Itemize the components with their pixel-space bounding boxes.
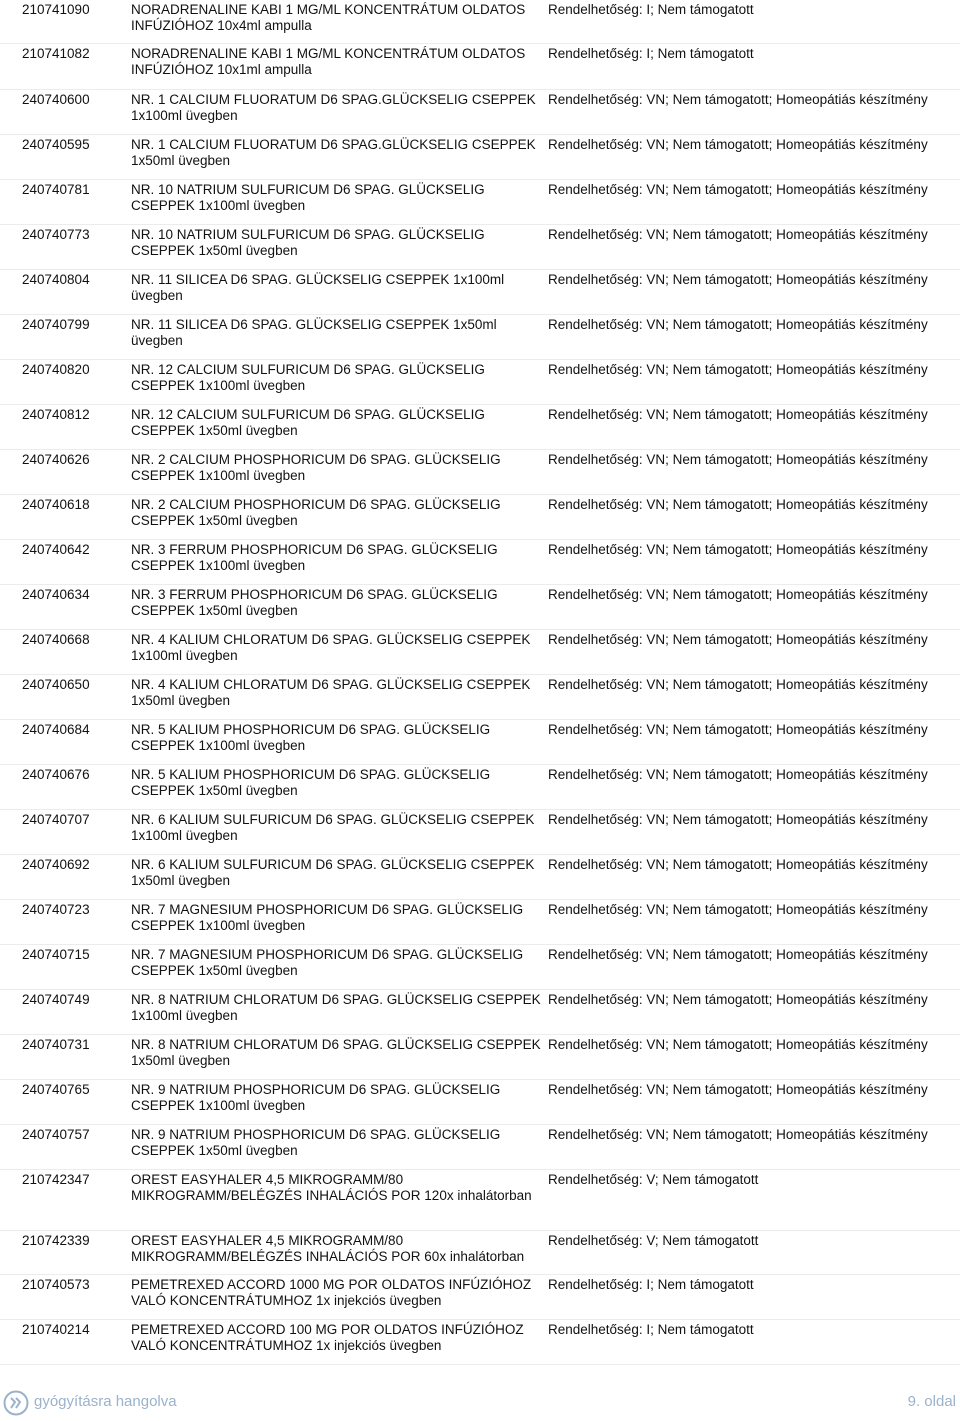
footer-brand-text: gyógyításra hangolva <box>34 1393 177 1410</box>
product-name: NR. 2 CALCIUM PHOSPHORICUM D6 SPAG. GLÜCKSELIG CSEPPEK 1x50ml üvegben <box>131 497 501 528</box>
product-code: 240740781 <box>22 182 90 197</box>
product-code: 240740715 <box>22 947 90 962</box>
product-code: 240740707 <box>22 812 90 827</box>
product-code: 240740626 <box>22 452 90 467</box>
product-name: NORADRENALINE KABI 1 MG/ML KONCENTRÁTUM OLDATOS INFÚZIÓHOZ 10x4ml ampulla <box>131 2 526 33</box>
page-footer <box>0 1388 960 1420</box>
product-name: NR. 6 KALIUM SULFURICUM D6 SPAG. GLÜCKSELIG CSEPPEK 1x50ml üvegben <box>131 857 535 888</box>
availability-status: Rendelhetőség: VN; Nem támogatott; Homeopátiás készítmény <box>548 182 928 197</box>
product-code: 240740773 <box>22 227 90 242</box>
product-name: NR. 12 CALCIUM SULFURICUM D6 SPAG. GLÜCKSELIG CSEPPEK 1x100ml üvegben <box>131 362 485 393</box>
availability-status: Rendelhetőség: VN; Nem támogatott; Homeopátiás készítmény <box>548 1037 928 1052</box>
table-row <box>0 90 960 135</box>
table-row <box>0 1170 960 1231</box>
availability-status: Rendelhetőség: VN; Nem támogatott; Homeopátiás készítmény <box>548 902 928 917</box>
product-code: 210742347 <box>22 1172 90 1187</box>
table-row <box>0 1275 960 1320</box>
availability-status: Rendelhetőség: VN; Nem támogatott; Homeopátiás készítmény <box>548 947 928 962</box>
brand-logo-icon <box>3 1390 29 1416</box>
page-number: 9. oldal <box>907 1393 956 1410</box>
table-row <box>0 315 960 360</box>
product-code: 240740812 <box>22 407 90 422</box>
availability-status: Rendelhetőség: VN; Nem támogatott; Homeopátiás készítmény <box>548 407 928 422</box>
product-code: 240740642 <box>22 542 90 557</box>
table-row <box>0 810 960 855</box>
table-row <box>0 180 960 225</box>
availability-status: Rendelhetőség: VN; Nem támogatott; Homeopátiás készítmény <box>548 812 928 827</box>
availability-status: Rendelhetőség: I; Nem támogatott <box>548 1322 754 1337</box>
product-name: NR. 8 NATRIUM CHLORATUM D6 SPAG. GLÜCKSELIG CSEPPEK 1x50ml üvegben <box>131 1037 541 1068</box>
product-code: 240740820 <box>22 362 90 377</box>
product-code: 240740634 <box>22 587 90 602</box>
table-row <box>0 1080 960 1125</box>
product-code: 240740600 <box>22 92 90 107</box>
product-name: NR. 5 KALIUM PHOSPHORICUM D6 SPAG. GLÜCKSELIG CSEPPEK 1x100ml üvegben <box>131 722 491 753</box>
product-name: NR. 3 FERRUM PHOSPHORICUM D6 SPAG. GLÜCKSELIG CSEPPEK 1x50ml üvegben <box>131 587 498 618</box>
table-row <box>0 630 960 675</box>
product-name: NR. 10 NATRIUM SULFURICUM D6 SPAG. GLÜCKSELIG CSEPPEK 1x50ml üvegben <box>131 227 485 258</box>
availability-status: Rendelhetőség: VN; Nem támogatott; Homeopátiás készítmény <box>548 1082 928 1097</box>
availability-status: Rendelhetőség: V; Nem támogatott <box>548 1172 759 1187</box>
product-code: 240740723 <box>22 902 90 917</box>
availability-status: Rendelhetőség: VN; Nem támogatott; Homeopátiás készítmény <box>548 542 928 557</box>
product-name: NR. 6 KALIUM SULFURICUM D6 SPAG. GLÜCKSELIG CSEPPEK 1x100ml üvegben <box>131 812 535 843</box>
product-code: 240740650 <box>22 677 90 692</box>
availability-status: Rendelhetőség: VN; Nem támogatott; Homeopátiás készítmény <box>548 92 928 107</box>
product-name: NR. 4 KALIUM CHLORATUM D6 SPAG. GLÜCKSELIG CSEPPEK 1x50ml üvegben <box>131 677 531 708</box>
product-name: NR. 1 CALCIUM FLUORATUM D6 SPAG.GLÜCKSELIG CSEPPEK 1x50ml üvegben <box>131 137 536 168</box>
availability-status: Rendelhetőség: VN; Nem támogatott; Homeopátiás készítmény <box>548 677 928 692</box>
table-row <box>0 135 960 180</box>
table-row <box>0 0 960 44</box>
product-code: 210741090 <box>22 2 90 17</box>
product-code: 240740595 <box>22 137 90 152</box>
product-code: 240740757 <box>22 1127 90 1142</box>
availability-status: Rendelhetőség: VN; Nem támogatott; Homeopátiás készítmény <box>548 452 928 467</box>
table-row <box>0 675 960 720</box>
product-code: 240740668 <box>22 632 90 647</box>
product-name: NR. 3 FERRUM PHOSPHORICUM D6 SPAG. GLÜCKSELIG CSEPPEK 1x100ml üvegben <box>131 542 498 573</box>
product-code: 210740573 <box>22 1277 90 1292</box>
product-code: 240740749 <box>22 992 90 1007</box>
table-row <box>0 765 960 810</box>
product-name: PEMETREXED ACCORD 100 MG POR OLDATOS INFÚZIÓHOZ VALÓ KONCENTRÁTUMHOZ 1x injekciós üvegben <box>131 1322 524 1353</box>
product-name: NR. 7 MAGNESIUM PHOSPHORICUM D6 SPAG. GLÜCKSELIG CSEPPEK 1x50ml üvegben <box>131 947 524 978</box>
availability-status: Rendelhetőség: I; Nem támogatott <box>548 2 754 17</box>
product-name: NR. 5 KALIUM PHOSPHORICUM D6 SPAG. GLÜCKSELIG CSEPPEK 1x50ml üvegben <box>131 767 491 798</box>
product-name: NR. 4 KALIUM CHLORATUM D6 SPAG. GLÜCKSELIG CSEPPEK 1x100ml üvegben <box>131 632 531 663</box>
availability-status: Rendelhetőség: VN; Nem támogatott; Homeopátiás készítmény <box>548 227 928 242</box>
product-code: 240740765 <box>22 1082 90 1097</box>
product-name: NR. 10 NATRIUM SULFURICUM D6 SPAG. GLÜCKSELIG CSEPPEK 1x100ml üvegben <box>131 182 485 213</box>
table-row <box>0 450 960 495</box>
product-code: 240740684 <box>22 722 90 737</box>
availability-status: Rendelhetőség: VN; Nem támogatott; Homeopátiás készítmény <box>548 587 928 602</box>
availability-status: Rendelhetőség: VN; Nem támogatott; Homeopátiás készítmény <box>548 272 928 287</box>
product-name: PEMETREXED ACCORD 1000 MG POR OLDATOS INFÚZIÓHOZ VALÓ KONCENTRÁTUMHOZ 1x injekciós üvegben <box>131 1277 532 1308</box>
availability-status: Rendelhetőség: VN; Nem támogatott; Homeopátiás készítmény <box>548 362 928 377</box>
availability-status: Rendelhetőség: VN; Nem támogatott; Homeopátiás készítmény <box>548 722 928 737</box>
product-code: 240740799 <box>22 317 90 332</box>
availability-status: Rendelhetőség: VN; Nem támogatott; Homeopátiás készítmény <box>548 632 928 647</box>
product-code: 210742339 <box>22 1233 90 1248</box>
availability-status: Rendelhetőség: VN; Nem támogatott; Homeopátiás készítmény <box>548 767 928 782</box>
table-row <box>0 585 960 630</box>
table-row <box>0 270 960 315</box>
table-row <box>0 720 960 765</box>
product-code: 210741082 <box>22 46 90 61</box>
product-code: 240740804 <box>22 272 90 287</box>
table-row <box>0 990 960 1035</box>
table-row <box>0 900 960 945</box>
table-row <box>0 1231 960 1275</box>
availability-status: Rendelhetőség: VN; Nem támogatott; Homeopátiás készítmény <box>548 317 928 332</box>
product-name: NR. 8 NATRIUM CHLORATUM D6 SPAG. GLÜCKSELIG CSEPPEK 1x100ml üvegben <box>131 992 541 1023</box>
availability-status: Rendelhetőség: VN; Nem támogatott; Homeopátiás készítmény <box>548 1127 928 1142</box>
availability-status: Rendelhetőség: I; Nem támogatott <box>548 46 754 61</box>
table-row <box>0 360 960 405</box>
table-row <box>0 225 960 270</box>
table-row <box>0 1125 960 1170</box>
table-row <box>0 540 960 585</box>
product-name: NR. 7 MAGNESIUM PHOSPHORICUM D6 SPAG. GLÜCKSELIG CSEPPEK 1x100ml üvegben <box>131 902 524 933</box>
availability-status: Rendelhetőség: VN; Nem támogatott; Homeopátiás készítmény <box>548 137 928 152</box>
availability-status: Rendelhetőség: I; Nem támogatott <box>548 1277 754 1292</box>
table-row <box>0 945 960 990</box>
availability-status: Rendelhetőség: VN; Nem támogatott; Homeopátiás készítmény <box>548 857 928 872</box>
product-code: 240740618 <box>22 497 90 512</box>
table-row <box>0 1035 960 1080</box>
product-name: NR. 11 SILICEA D6 SPAG. GLÜCKSELIG CSEPPEK 1x100ml üvegben <box>131 272 505 303</box>
availability-status: Rendelhetőség: V; Nem támogatott <box>548 1233 759 1248</box>
product-name: NR. 12 CALCIUM SULFURICUM D6 SPAG. GLÜCKSELIG CSEPPEK 1x50ml üvegben <box>131 407 485 438</box>
table-row <box>0 44 960 90</box>
product-name: OREST EASYHALER 4,5 MIKROGRAMM/80 MIKROGRAMM/BELÉGZÉS INHALÁCIÓS POR 60x inhalátorban <box>131 1233 525 1264</box>
availability-status: Rendelhetőség: VN; Nem támogatott; Homeopátiás készítmény <box>548 497 928 512</box>
product-code: 240740692 <box>22 857 90 872</box>
product-code: 240740731 <box>22 1037 90 1052</box>
product-name: OREST EASYHALER 4,5 MIKROGRAMM/80 MIKROGRAMM/BELÉGZÉS INHALÁCIÓS POR 120x inhalátorban <box>131 1172 532 1203</box>
product-code: 240740676 <box>22 767 90 782</box>
product-name: NR. 2 CALCIUM PHOSPHORICUM D6 SPAG. GLÜCKSELIG CSEPPEK 1x100ml üvegben <box>131 452 501 483</box>
table-row <box>0 855 960 900</box>
table-row <box>0 1320 960 1365</box>
product-name: NR. 9 NATRIUM PHOSPHORICUM D6 SPAG. GLÜCKSELIG CSEPPEK 1x100ml üvegben <box>131 1082 501 1113</box>
product-name: NR. 11 SILICEA D6 SPAG. GLÜCKSELIG CSEPPEK 1x50ml üvegben <box>131 317 497 348</box>
product-name: NR. 9 NATRIUM PHOSPHORICUM D6 SPAG. GLÜCKSELIG CSEPPEK 1x50ml üvegben <box>131 1127 501 1158</box>
availability-status: Rendelhetőség: VN; Nem támogatott; Homeopátiás készítmény <box>548 992 928 1007</box>
product-name: NR. 1 CALCIUM FLUORATUM D6 SPAG.GLÜCKSELIG CSEPPEK 1x100ml üvegben <box>131 92 536 123</box>
table-row <box>0 405 960 450</box>
table-row <box>0 495 960 540</box>
product-code: 210740214 <box>22 1322 90 1337</box>
product-name: NORADRENALINE KABI 1 MG/ML KONCENTRÁTUM OLDATOS INFÚZIÓHOZ 10x1ml ampulla <box>131 46 526 77</box>
